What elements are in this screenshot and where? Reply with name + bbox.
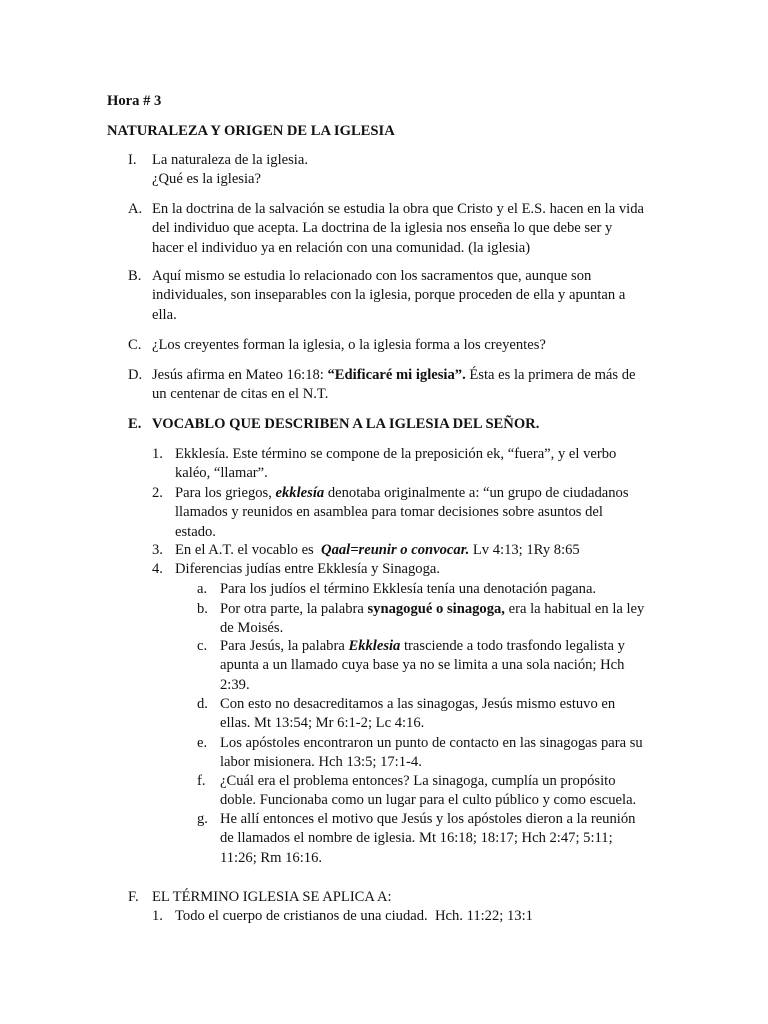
subitem-line: apunta a un llamado cuya base ya no se limita a una sola nación; Hch <box>220 657 625 674</box>
section-line: En la doctrina de la salvación se estudia la obra que Cristo y el E.S. hacen en la vida <box>152 201 644 217</box>
subitem-line: Los apóstoles encontraron un punto de contacto en las sinagogas para su <box>220 735 643 751</box>
subitem-line: Para Jesús, la palabra Ekklesia trasciende a todo trasfondo legalista y <box>220 638 625 654</box>
subitem-line: doble. Funcionaba como un lugar para el culto público y como escuela. <box>220 792 637 809</box>
subitem-line: Por otra parte, la palabra synagogué o sinagoga, era la habitual en la ley <box>220 601 645 617</box>
item-marker: 2. <box>152 485 163 501</box>
item-line: En el A.T. el vocablo es Qaal=reunir o convocar. Lv 4:13; 1Ry 8:65 <box>175 542 580 558</box>
term-bold-italic: ekklesía <box>275 485 325 501</box>
section-line: individuales, son inseparables con la iglesia, porque proceden de ella y apuntan a <box>152 287 626 304</box>
section-marker: E. <box>128 416 142 432</box>
item-marker: 1. <box>152 908 163 924</box>
subitem-line: Para los judíos el término Ekklesía tenía una denotación pagana. <box>220 581 597 597</box>
subitem-line: ellas. Mt 13:54; Mr 6:1-2; Lc 4:16. <box>220 715 425 732</box>
section-line: hacer el individuo ya en relación con una comunidad. (la iglesia) <box>152 239 531 256</box>
subitem-line: labor misionera. Hch 13:5; 17:1-4. <box>220 754 422 771</box>
document-title: NATURALEZA Y ORIGEN DE LA IGLESIA <box>107 123 395 139</box>
subitem-marker: g. <box>197 811 208 827</box>
section-marker: B. <box>128 268 142 284</box>
subitem-marker: b. <box>197 601 208 617</box>
item-line: Para los griegos, ekklesía denotaba originalmente a: “un grupo de ciudadanos <box>175 485 629 501</box>
subitem-marker: f. <box>197 773 206 789</box>
section-line: ella. <box>152 306 177 323</box>
section-marker: F. <box>128 889 139 905</box>
subitem-line: de llamados el nombre de iglesia. Mt 16:18; 18:17; Hch 2:47; 5:11; <box>220 830 613 847</box>
term-bold-italic: Ekklesia <box>348 638 401 654</box>
section-line: Jesús afirma en Mateo 16:18: “Edificaré mi iglesia”. Ésta es la primera de más de <box>152 367 636 383</box>
subitem-marker: d. <box>197 696 208 712</box>
item-line: estado. <box>175 523 216 540</box>
subitem-line: Con esto no desacreditamos a las sinagogas, Jesús mismo estuvo en <box>220 696 616 712</box>
subitem-marker: c. <box>197 638 208 654</box>
section-line: del individuo que acepta. La doctrina de la iglesia nos enseña lo que debe ser y <box>152 220 613 237</box>
item-marker: 4. <box>152 561 163 577</box>
subitem-marker: e. <box>197 735 208 751</box>
item-marker: 3. <box>152 542 163 558</box>
section-line: La naturaleza de la iglesia. <box>152 152 308 168</box>
item-line: Diferencias judías entre Ekklesía y Sinagoga. <box>175 561 441 577</box>
section-marker: C. <box>128 337 142 353</box>
item-line: llamados y reunidos en asamblea para tomar decisiones sobre asuntos del <box>175 504 603 521</box>
section-line: ¿Qué es la iglesia? <box>152 171 261 188</box>
section-heading: EL TÉRMINO IGLESIA SE APLICA A: <box>152 889 392 905</box>
item-line: kaléo, “llamar”. <box>175 465 268 482</box>
section-marker: D. <box>128 367 143 383</box>
section-marker: I. <box>128 152 137 168</box>
subitem-line: 2:39. <box>220 676 250 693</box>
term-bold: synagogué o sinagoga, <box>367 601 505 617</box>
quote-bold: “Edificaré mi iglesia”. <box>327 367 466 383</box>
item-line: Todo el cuerpo de cristianos de una ciudad. Hch. 11:22; 13:1 <box>175 908 533 924</box>
section-marker: A. <box>128 201 143 217</box>
subitem-marker: a. <box>197 581 208 597</box>
section-heading: VOCABLO QUE DESCRIBEN A LA IGLESIA DEL SEÑOR. <box>152 416 540 432</box>
subitem-line: ¿Cuál era el problema entonces? La sinagoga, cumplía un propósito <box>220 773 616 789</box>
item-marker: 1. <box>152 446 163 462</box>
subitem-line: de Moisés. <box>220 620 284 637</box>
section-line: Aquí mismo se estudia lo relacionado con los sacramentos que, aunque son <box>152 268 592 284</box>
section-line: ¿Los creyentes forman la iglesia, o la iglesia forma a los creyentes? <box>152 337 546 353</box>
hour-heading: Hora # 3 <box>107 93 162 109</box>
section-line: un centenar de citas en el N.T. <box>152 386 329 403</box>
item-line: Ekklesía. Este término se compone de la preposición ek, “fuera”, y el verbo <box>175 446 617 462</box>
subitem-line: He allí entonces el motivo que Jesús y los apóstoles dieron a la reunión <box>220 811 636 827</box>
term-bold-italic: Qaal=reunir o convocar. <box>321 542 470 558</box>
subitem-line: 11:26; Rm 16:16. <box>220 849 323 866</box>
